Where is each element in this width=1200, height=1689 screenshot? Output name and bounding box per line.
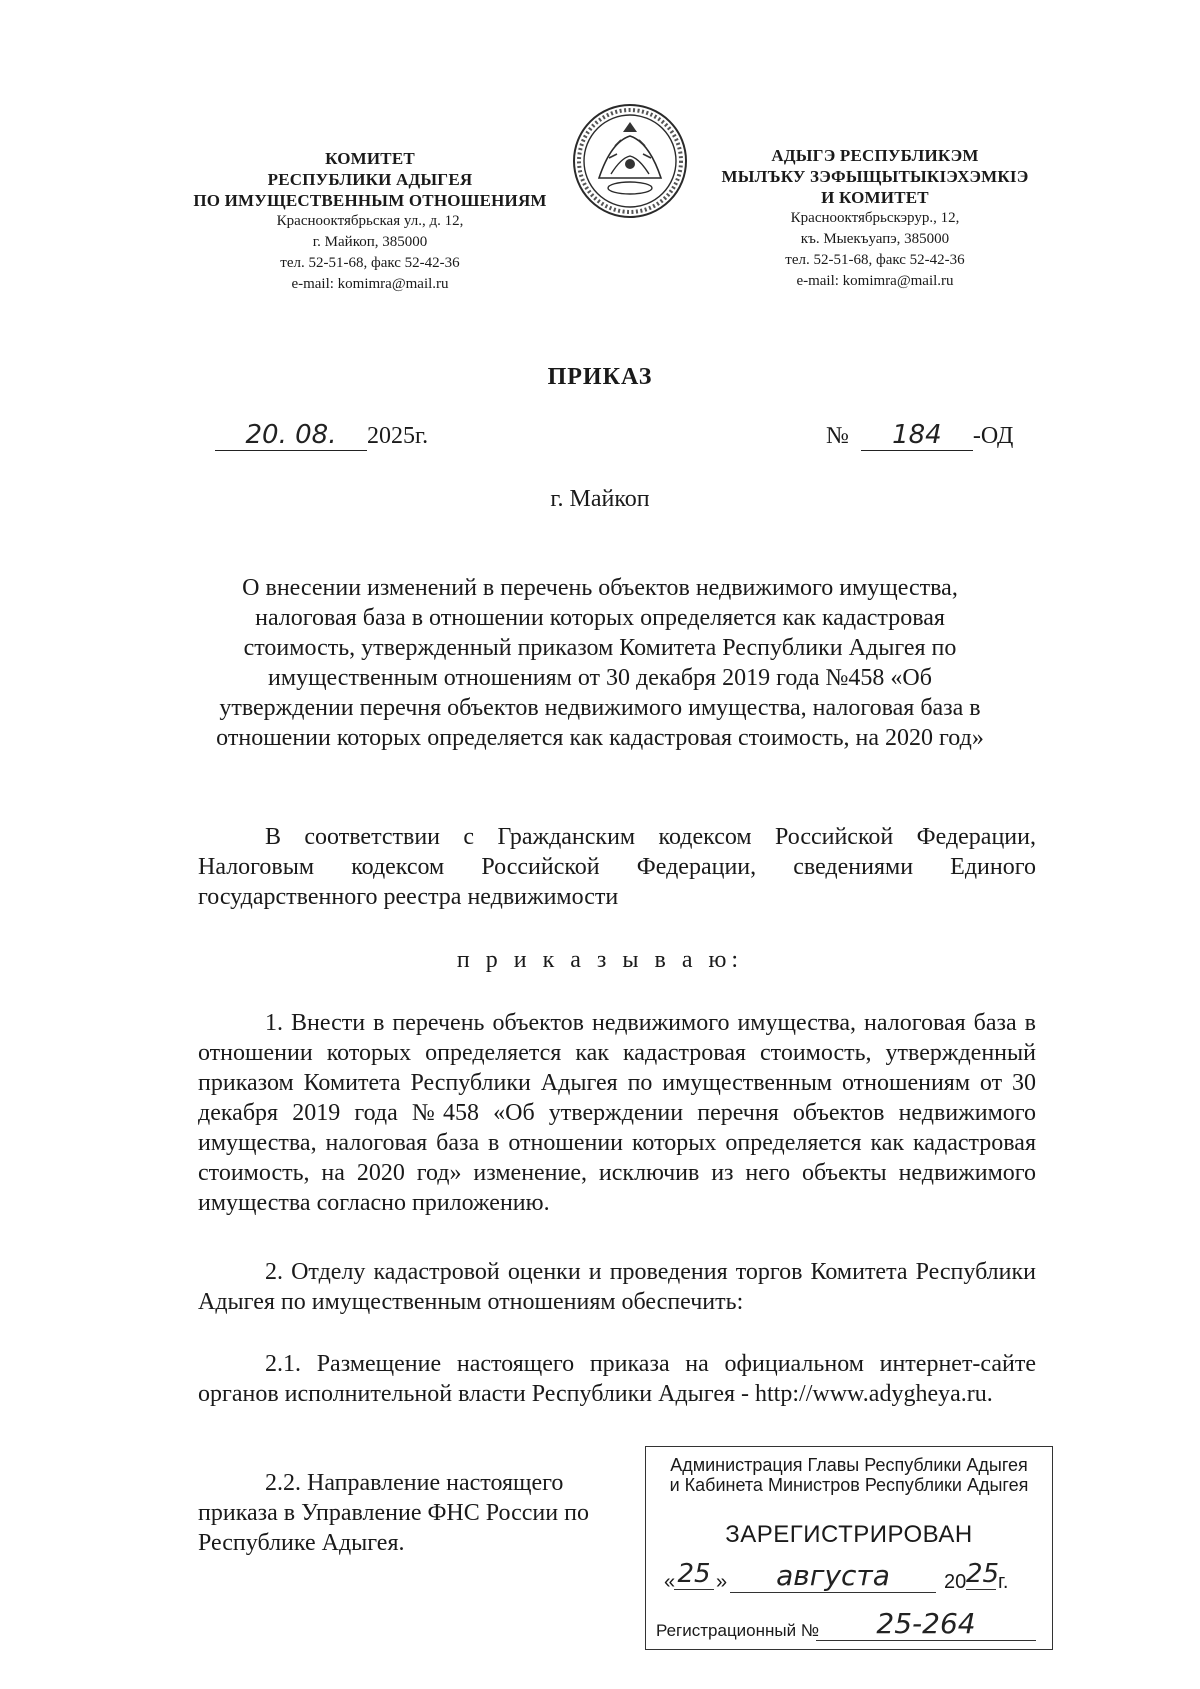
order-city: г. Майкоп (550, 486, 650, 512)
subject-line-1: О внесении изменений в перечень объектов недвижимого имущества, (242, 575, 958, 601)
subject-line-3: стоимость, утвержденный приказом Комитета Республики Адыгея по (243, 635, 957, 661)
stamp-date (664, 1559, 1044, 1599)
stamp-organization (646, 1455, 1052, 1495)
stamp-year-prefix: 20 (944, 1571, 967, 1593)
stamp-open-quote: « (664, 1571, 676, 1593)
order-number-prefix: № (826, 423, 849, 449)
order-number-suffix: -ОД (972, 423, 1014, 449)
item-2-paragraph: 2. Отделу кадастровой оценки и проведения торгов Комитета Республики Адыгея по имущественным отношениям обеспечить: (198, 1259, 1036, 1315)
header-left-title-2: РЕСПУБЛИКИ АДЫГЕЯ (267, 170, 473, 189)
order-date (215, 420, 428, 451)
stamp-month-handwritten: августа (730, 1559, 936, 1593)
order-title: ПРИКАЗ (547, 364, 653, 390)
basis-paragraph: В соответствии с Гражданским кодексом Российской Федерации, Налоговым кодексом Российской Федерации, сведениями Единого государственного реестра недвижимости (198, 824, 1036, 910)
stamp-year-handwritten: 25 (966, 1559, 1000, 1589)
subject-line-4: имущественным отношениям от 30 декабря 2019 года №458 «Об (268, 665, 932, 691)
order-subject (185, 573, 1015, 753)
header-right-ady (690, 145, 1060, 292)
stamp-close-quote: » (716, 1571, 728, 1593)
stamp-registration-number (656, 1607, 1046, 1643)
header-left-address-1: Краснооктябрьская ул., д. 12, (276, 213, 464, 229)
decree-word: п р и к а з ы в а ю: (456, 947, 744, 973)
stamp-day-handwritten: 25 (674, 1559, 714, 1590)
order-number-handwritten: 184 (861, 420, 973, 451)
stamp-reg-label: Регистрационный № (656, 1621, 820, 1640)
subject-line-2: налоговая база в отношении которых определяется как кадастровая (255, 605, 945, 631)
stamp-year-dot: г. (998, 1571, 1009, 1593)
header-left-title-3: ПО ИМУЩЕСТВЕННЫМ ОТНОШЕНИЯМ (193, 191, 547, 210)
header-right-title-2: МЫЛЪКУ ЗЭФЫЩЫТЫКIЭХЭМКIЭ (721, 167, 1029, 186)
header-left-ru (180, 148, 560, 295)
registration-stamp (645, 1446, 1053, 1650)
item-2-2-paragraph: 2.2. Направление настоящего приказа в Управление ФНС России по Республике Адыгея. (198, 1470, 589, 1556)
header-left-title-1: КОМИТЕТ (325, 149, 415, 168)
order-date-handwritten: 20. 08. (215, 420, 367, 451)
header-left-address-2: г. Майкоп, 385000 (312, 234, 428, 250)
header-left-email: e-mail: komimra@mail.ru (291, 276, 449, 292)
header-right-email: e-mail: komimra@mail.ru (796, 273, 954, 289)
stamp-status: ЗАРЕГИСТРИРОВАН (725, 1521, 973, 1548)
subject-line-5: утверждении перечня объектов недвижимого имущества, налоговая база в (219, 695, 981, 721)
stamp-org-line-2: и Кабинета Министров Республики Адыгея (669, 1475, 1029, 1495)
header-right-title-3: И КОМИТЕТ (821, 188, 929, 207)
order-year: 2025г. (367, 423, 429, 449)
header-right-title-1: АДЫГЭ РЕСПУБЛИКЭМ (771, 146, 979, 165)
header-right-phone: тел. 52-51-68, факс 52-42-36 (785, 252, 965, 268)
header-left-phone: тел. 52-51-68, факс 52-42-36 (280, 255, 460, 271)
order-number (826, 420, 1013, 451)
header-right-address-1: Краснооктябрьскэрур., 12, (790, 210, 960, 226)
item-2-1-paragraph: 2.1. Размещение настоящего приказа на официальном интернет-сайте органов исполнительной власти Республики Адыгея - http://www.adygheya.ru. (198, 1351, 1036, 1407)
stamp-org-line-1: Администрация Главы Республики Адыгея (670, 1455, 1028, 1475)
adygea-coat-of-arms-icon (571, 102, 689, 220)
subject-line-6: отношении которых определяется как кадастровая стоимость, на 2020 год» (216, 725, 984, 751)
item-1-paragraph: 1. Внести в перечень объектов недвижимого имущества, налоговая база в отношении которых определяется как кадастровая стоимость, утвержденный приказом Комитета Республики Адыгея по имущественным отношениям от 30 декабря 2019 года №458 «Об утверждении перечня объектов недвижимого имущества, налоговая база в отношении которых определяется как кадастровая стоимость, на 2020 год» изменение, исключив из него объекты недвижимого имущества согласно приложению. (198, 1010, 1036, 1216)
header-right-address-2: къ. Мыекъуапэ, 385000 (800, 231, 950, 247)
stamp-reg-number-handwritten: 25-264 (816, 1607, 1036, 1641)
